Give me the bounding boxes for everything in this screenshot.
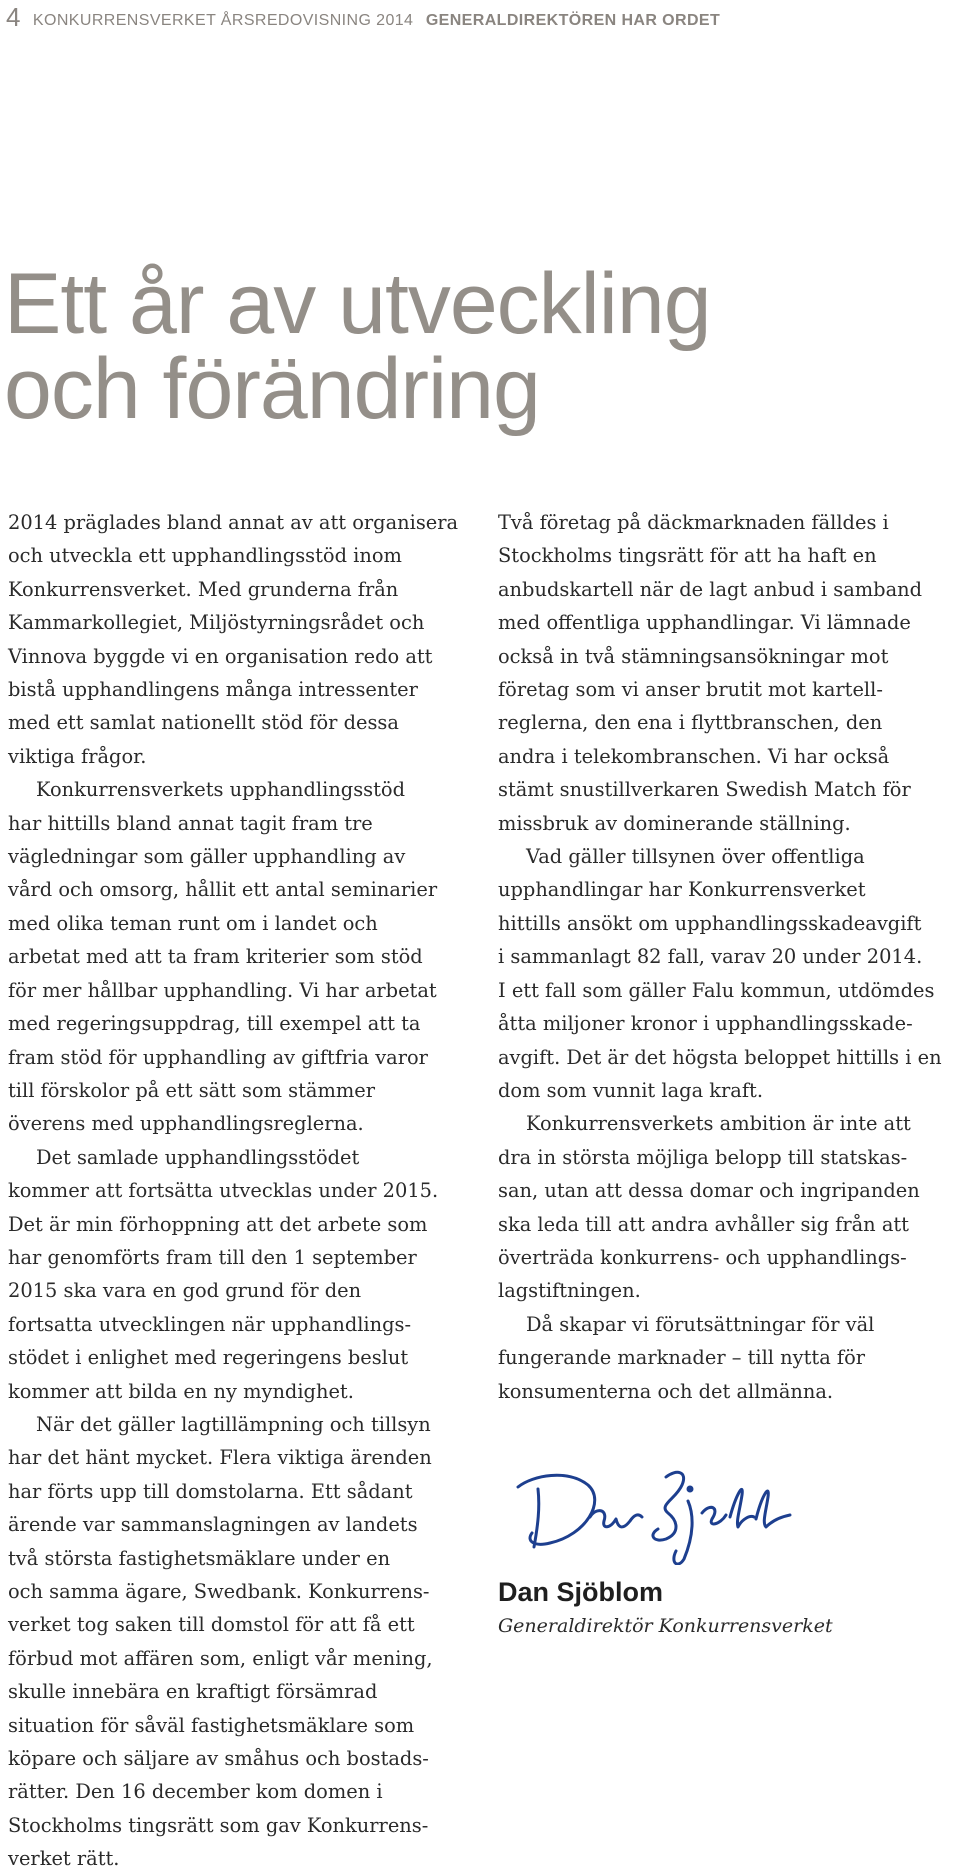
text-line: 2015 ska vara en god grund för den: [8, 1279, 362, 1303]
text-line: dra in största möjliga belopp till statskas-: [498, 1145, 908, 1169]
text-line: företag som vi anser brutit mot kartell-: [498, 678, 883, 702]
text-line: Stockholms tingsrätt som gav Konkurrens-: [8, 1813, 429, 1837]
text-line: Konkurrensverkets upphandlingsstöd: [36, 778, 405, 802]
text-line: har genomförts fram till den 1 september: [8, 1245, 417, 1269]
text-line: konsumenterna och det allmänna.: [498, 1379, 834, 1403]
text-line: verket rätt.: [8, 1847, 120, 1871]
text-line: dom som vunnit laga kraft.: [498, 1078, 764, 1102]
text-line: När det gäller lagtillämpning och tillsyn: [36, 1412, 431, 1436]
page-number: 4: [6, 2, 21, 32]
text-line: Konkurrensverket. Med grunderna från: [8, 577, 399, 601]
text-line: I ett fall som gäller Falu kommun, utdömdes: [498, 978, 935, 1002]
text-line: Det är min förhoppning att det arbete som: [8, 1212, 428, 1236]
text-line: bistå upphandlingens många intressenter: [8, 678, 418, 702]
text-line: åtta miljoner kronor i upphandlingsskade-: [498, 1012, 913, 1036]
signatory-name: Dan Sjöblom: [498, 1577, 664, 1607]
text-line: skulle innebära en kraftigt försämrad: [8, 1680, 378, 1704]
text-line: för mer hållbar upphandling. Vi har arbetat: [8, 978, 437, 1002]
text-line: hittills ansökt om upphandlingsskadeavgift: [498, 911, 922, 935]
text-line: med regeringsuppdrag, till exempel att ta: [8, 1012, 421, 1036]
running-header: [6, 2, 720, 33]
text-line: Kammarkollegiet, Miljöstyrningsrådet och: [8, 611, 425, 635]
text-line: och samma ägare, Swedbank. Konkurrens-: [8, 1580, 430, 1603]
headline: [4, 256, 711, 437]
text-line: rätter. Den 16 december kom domen i: [8, 1780, 383, 1804]
headline-line-1: Ett år av utveckling: [4, 256, 711, 352]
text-line: köpare och säljare av småhus och bostads-: [8, 1747, 429, 1771]
text-line: stödet i enlighet med regeringens beslut: [8, 1346, 409, 1370]
text-line: ärende var sammanslagningen av landets: [8, 1513, 418, 1537]
handwritten-signature: [498, 1455, 808, 1565]
text-line: har förts upp till domstolarna. Ett sådant: [8, 1479, 413, 1503]
text-line: har det hänt mycket. Flera viktiga ärenden: [8, 1446, 432, 1470]
text-line: fungerande marknader – till nytta för: [498, 1346, 866, 1370]
text-line: med olika teman runt om i landet och: [8, 911, 378, 935]
text-line: viktiga frågor.: [8, 744, 147, 768]
text-line: Konkurrensverkets ambition är inte att: [526, 1112, 911, 1136]
text-line: överträda konkurrens- och upphandlings-: [498, 1245, 907, 1269]
left-text-column: [8, 506, 470, 1876]
text-line: situation för såväl fastighetsmäklare som: [8, 1713, 415, 1737]
text-line: fram stöd för upphandling av giftfria varor: [8, 1045, 428, 1069]
text-line: Vad gäller tillsynen över offentliga: [526, 845, 865, 869]
publication-title: KONKURRENSVERKET ÅRSREDOVISNING 2014: [32, 12, 414, 29]
text-line: också in två stämningsansökningar mot: [498, 644, 889, 668]
text-line: vård och omsorg, hållit ett antal seminarier: [8, 878, 438, 902]
text-line: stämt snustillverkaren Swedish Match för: [498, 778, 911, 802]
text-line: förbud mot affären som, enligt vår mening,: [8, 1646, 433, 1670]
text-line: upphandlingar har Konkurrensverket: [498, 878, 866, 902]
text-line: till förskolor på ett sätt som stämmer: [8, 1078, 375, 1102]
text-line: lagstiftningen.: [498, 1279, 641, 1303]
text-line: andra i telekombranschen. Vi har också: [498, 744, 890, 768]
text-line: överens med upphandlingsreglerna.: [8, 1112, 364, 1136]
text-line: med offentliga upphandlingar. Vi lämnade: [498, 611, 911, 635]
text-line: Två företag på däckmarknaden fälldes i: [498, 511, 889, 534]
text-line: 2014 präglades bland annat av att organisera: [8, 511, 459, 534]
text-line: vägledningar som gäller upphandling av: [8, 845, 406, 869]
text-line: missbruk av dominerande ställning.: [498, 811, 851, 835]
text-line: med ett samlat nationellt stöd för dessa: [8, 711, 399, 735]
text-line: Då skapar vi förutsättningar för väl: [526, 1312, 875, 1336]
text-line: arbetat med att ta fram kriterier som stöd: [8, 945, 423, 969]
text-line: ska leda till att andra avhåller sig från att: [498, 1212, 909, 1236]
right-text-column: [498, 506, 960, 1408]
text-line: fortsatta utvecklingen när upphandlings-: [8, 1312, 412, 1336]
text-line: och utveckla ett upphandlingsstöd inom: [8, 544, 402, 568]
text-line: kommer att bilda en ny myndighet.: [8, 1379, 354, 1403]
signature-block: [498, 1455, 918, 1637]
signatory-title: Generaldirektör Konkurrensverket: [498, 1615, 833, 1637]
text-line: anbudskartell när de lagt anbud i samband: [498, 577, 923, 601]
headline-line-2: och förändring: [4, 341, 540, 437]
text-line: Vinnova byggde vi en organisation redo att: [8, 644, 433, 668]
text-line: Stockholms tingsrätt för att ha haft en: [498, 544, 877, 568]
section-title: GENERALDIREKTÖREN HAR ORDET: [425, 12, 721, 29]
text-line: avgift. Det är det högsta beloppet hittills i en: [498, 1045, 942, 1069]
text-line: har hittills bland annat tagit fram tre: [8, 811, 373, 835]
text-line: Det samlade upphandlingsstödet: [36, 1145, 360, 1169]
text-line: verket tog saken till domstol för att få ett: [8, 1613, 415, 1637]
text-line: san, utan att dessa domar och ingripanden: [498, 1179, 920, 1203]
text-line: två största fastighetsmäklare under en: [8, 1546, 391, 1570]
text-line: reglerna, den ena i flyttbranschen, den: [498, 711, 883, 735]
text-line: kommer att fortsätta utvecklas under 2015.: [8, 1179, 439, 1203]
text-line: i sammanlagt 82 fall, varav 20 under 2014.: [498, 945, 923, 969]
